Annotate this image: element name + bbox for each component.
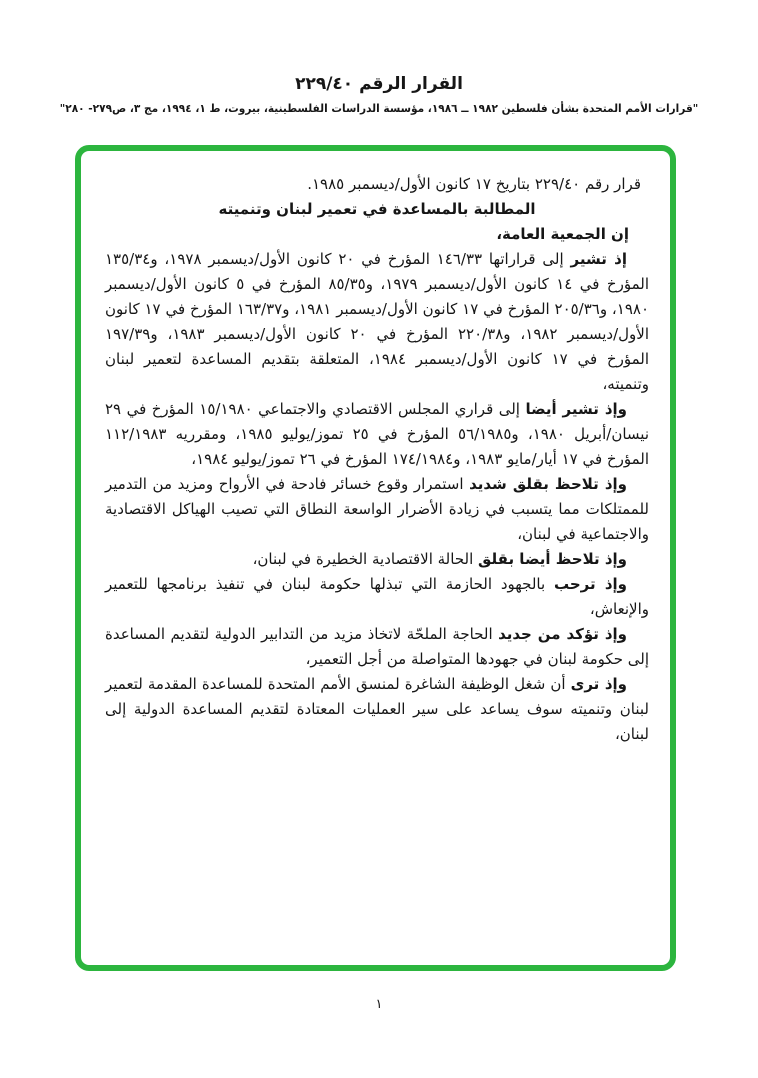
clause-lead: إذ تشير bbox=[570, 250, 627, 268]
clause-text: الحالة الاقتصادية الخطيرة في لبنان، bbox=[252, 550, 479, 568]
clause-lead: وإذ تؤكد من جديد bbox=[498, 625, 627, 643]
clause-text: بالجهود الحازمة التي تبذلها حكومة لبنان في تنفيذ برنامجها للتعمير والإنعاش، bbox=[105, 575, 649, 618]
clause-lead: وإذ تلاحظ بقلق شديد bbox=[469, 475, 627, 493]
preamble-clause bbox=[105, 622, 649, 672]
preamble-clause bbox=[105, 397, 649, 472]
preamble-clause bbox=[105, 547, 649, 572]
clause-lead: وإذ تلاحظ أيضا بقلق bbox=[478, 550, 627, 568]
clause-lead: وإذ ترى bbox=[570, 675, 627, 693]
page-number: ١ bbox=[375, 997, 383, 1012]
clause-text: إلى قراراتها ١٤٦/٣٣ المؤرخ في ٢٠ كانون الأول/ديسمبر ١٩٧٨، و١٣٥/٣٤ المؤرخ في ١٤ كانون الأول/ديسمبر ١٩٧٩، و٨٥/٣٥ المؤرخ في ٥ كانون الأول/ديسمبر ١٩٨٠، و٢٠٥/٣٦ المؤرخ في ١٧ كانون الأول/ديسمبر ١٩٨١، و١٦٣/٣٧ المؤرخ في ١٧ كانون الأول/ديسمبر ١٩٨٢، و٢٢٠/٣٨ المؤرخ في ٢٠ كانون الأول/ديسمبر ١٩٨٣، و١٩٧/٣٩ المؤرخ في ١٧ كانون الأول/ديسمبر ١٩٨٤، المتعلقة بتقديم المساعدة لتعمير لبنان وتنميته، bbox=[105, 250, 650, 393]
resolution-number-line: قرار رقم ٢٢٩/٤٠ بتاريخ ١٧ كانون الأول/ديسمبر ١٩٨٥. bbox=[307, 175, 641, 193]
clause-text: الحاجة الملحّة لاتخاذ مزيد من التدابير الدولية لتقديم المساعدة إلى حكومة لبنان في جهودها المتواصلة من أجل التعمير، bbox=[105, 625, 649, 668]
clause-text: إلى قراري المجلس الاقتصادي والاجتماعي ١٥/١٩٨٠ المؤرخ في ٢٩ نيسان/أبريل ١٩٨٠، و٥٦/١٩٨٥ المؤرخ في ٢٥ تموز/يوليو ١٩٨٥، ومقرريه ١١٢/١٩٨٣ المؤرخ في ١٧ أيار/مايو ١٩٨٣، و١٧٤/١٩٨٤ المؤرخ في ٢٦ تموز/يوليو ١٩٨٤، bbox=[105, 400, 650, 468]
clause-lead: وإذ ترحب bbox=[553, 575, 627, 593]
resolution-body bbox=[81, 151, 670, 965]
page-title: القرار الرقم ٢٢٩/٤٠ bbox=[295, 74, 463, 94]
preamble-clause bbox=[105, 472, 649, 547]
preamble-intro: إن الجمعية العامة، bbox=[496, 225, 629, 243]
preamble-clause bbox=[105, 672, 649, 747]
preamble-clauses bbox=[105, 247, 649, 747]
clause-text: أن شغل الوظيفة الشاغرة لمنسق الأمم المتحدة للمساعدة المقدمة لتعمير لبنان وتنميته سوف يساعد على سير العمليات المعتادة لتقديم المساعدة الدولية إلى لبنان، bbox=[105, 675, 649, 743]
preamble-clause bbox=[105, 247, 649, 397]
resolution-subject: المطالبة بالمساعدة في تعمير لبنان وتنميته bbox=[218, 200, 536, 218]
green-frame bbox=[75, 145, 676, 971]
preamble-clause bbox=[105, 572, 649, 622]
clause-text: استمرار وقوع خسائر فادحة في الأرواح ومزيد من التدمير للممتلكات مما يتسبب في زيادة الأضرار الواسعة النطاق التي تصيب الهياكل الاقتصادية والاجتماعية في لبنان، bbox=[105, 475, 649, 543]
clause-lead: وإذ تشير أيضا bbox=[525, 400, 627, 418]
source-citation: "قرارات الأمم المتحدة بشأن فلسطين ١٩٨٢ ــ ١٩٨٦، مؤسسة الدراسات الفلسطينية، بيروت، ط ١، ١٩٩٤، مج ٣، ص٢٧٩- ٢٨٠" bbox=[59, 102, 699, 115]
